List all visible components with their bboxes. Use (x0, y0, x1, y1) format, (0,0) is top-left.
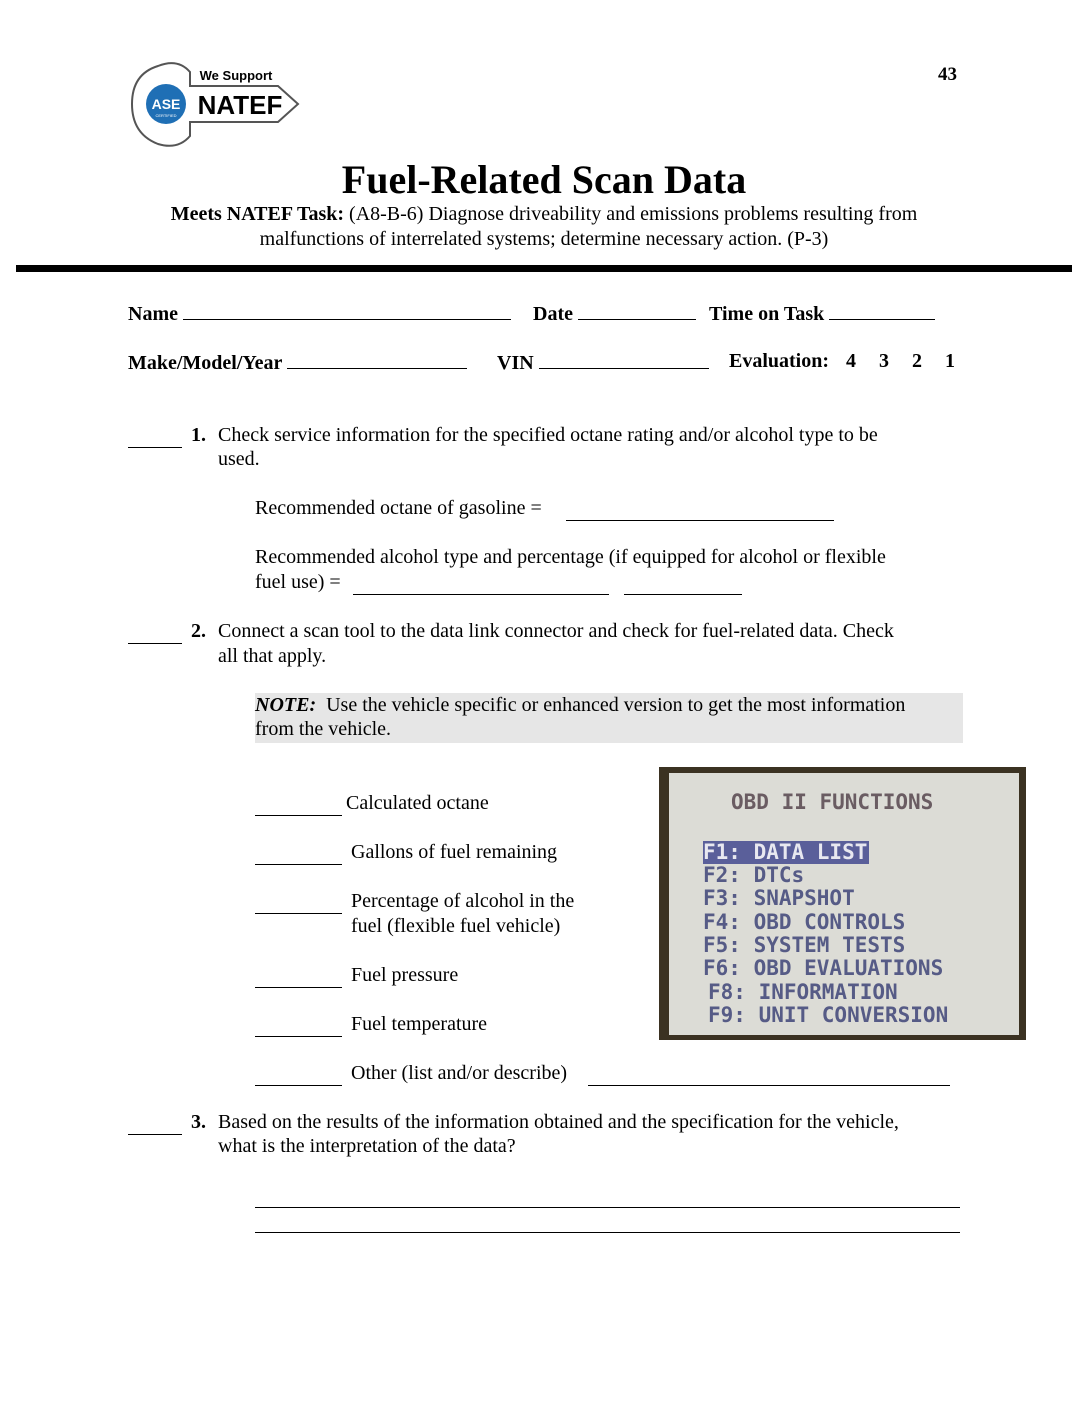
time-on-task-field[interactable]: Time on Task (709, 301, 935, 326)
name-field[interactable]: Name (128, 301, 511, 326)
evaluation-scores: Evaluation: 4 3 2 1 (729, 350, 956, 372)
note-box (255, 693, 963, 743)
other-describe-blank[interactable] (588, 1085, 950, 1086)
check-blank[interactable] (255, 987, 342, 988)
alcohol-label: Recommended alcohol type and percentage (if equipped for alcohol or flexible (255, 546, 886, 568)
checklist-item: Fuel pressure (351, 964, 459, 986)
note-label: NOTE: (255, 694, 317, 716)
check-blank[interactable] (255, 1085, 342, 1086)
menu-item: F8: INFORMATION (708, 980, 898, 1004)
item-1-number: 1. (191, 424, 206, 446)
item-1-text: Check service information for the specified octane rating and/or alcohol type to be (218, 424, 878, 446)
checklist-item: Fuel temperature (351, 1013, 488, 1035)
scan-tool-photo (659, 767, 1026, 1040)
scan-tool-screen (669, 773, 1019, 1035)
item-3-number: 3. (191, 1111, 206, 1133)
menu-item: F4: OBD CONTROLS (703, 910, 906, 934)
menu-item: F9: UNIT CONVERSION (708, 1003, 949, 1027)
checklist-item: Calculated octane (346, 792, 489, 814)
checklist-item: Gallons of fuel remaining (351, 841, 558, 863)
alcohol-label-2: fuel use) = (255, 571, 341, 593)
item-3-check-blank[interactable] (128, 1134, 182, 1135)
answer-line[interactable] (255, 1232, 960, 1233)
item-2-check-blank[interactable] (128, 643, 182, 644)
menu-item: F5: SYSTEM TESTS (703, 933, 906, 957)
score-2[interactable]: 2 (912, 350, 923, 372)
check-blank[interactable] (255, 913, 342, 914)
note-text: Use the vehicle specific or enhanced version to get the most information (326, 694, 906, 716)
menu-item-highlighted: F1: DATA LIST (703, 840, 868, 864)
checklist-item: Percentage of alcohol in the (351, 890, 575, 912)
alcohol-type-blank[interactable] (353, 594, 609, 595)
answer-line[interactable] (255, 1207, 960, 1208)
page-title: Fuel-Related Scan Data (341, 157, 747, 202)
item-3-text: Based on the results of the information obtained and the specification for the vehicle, (218, 1111, 899, 1133)
checklist-item: Other (list and/or describe) (351, 1062, 568, 1084)
check-blank[interactable] (255, 1036, 342, 1037)
svg-text:ASE: ASE (151, 96, 181, 112)
menu-item: F2: DTCs (703, 863, 805, 887)
octane-label: Recommended octane of gasoline = (255, 497, 542, 519)
task-line-1: Meets NATEF Task: (A8-B-6) Diagnose driveability and emissions problems resulting from (170, 203, 918, 225)
octane-blank[interactable] (566, 520, 834, 521)
vin-field[interactable]: VIN (497, 350, 709, 375)
score-3[interactable]: 3 (879, 350, 890, 372)
score-4[interactable]: 4 (846, 350, 857, 372)
item-2-text-2: all that apply. (218, 645, 327, 667)
page-number: 43 (938, 64, 957, 85)
score-1[interactable]: 1 (945, 350, 956, 372)
note-text-2: from the vehicle. (255, 718, 392, 740)
task-line-2: malfunctions of interrelated systems; determine necessary action. (P-3) (259, 228, 829, 250)
svg-text:CERTIFIED: CERTIFIED (155, 113, 177, 118)
screen-title: OBD II FUNCTIONS (731, 790, 934, 814)
item-2-number: 2. (191, 620, 206, 642)
check-blank[interactable] (255, 815, 342, 816)
item-2-text: Connect a scan tool to the data link connector and check for fuel-related data. Check (218, 620, 894, 642)
checklist-item-cont: fuel (flexible fuel vehicle) (351, 915, 561, 937)
item-1-check-blank[interactable] (128, 447, 182, 448)
item-1-text-2: used. (218, 448, 260, 470)
alcohol-percent-blank[interactable] (624, 594, 742, 595)
svg-text:We Support: We Support (199, 68, 273, 83)
menu-item: F6: OBD EVALUATIONS (703, 956, 944, 980)
check-blank[interactable] (255, 864, 342, 865)
date-field[interactable]: Date (533, 301, 696, 326)
divider (16, 265, 1072, 272)
natef-logo (128, 58, 304, 152)
menu-item: F3: SNAPSHOT (703, 886, 855, 910)
svg-text:NATEF: NATEF (197, 90, 283, 120)
item-3-text-2: what is the interpretation of the data? (218, 1135, 516, 1157)
make-model-year-field[interactable]: Make/Model/Year (128, 350, 467, 375)
